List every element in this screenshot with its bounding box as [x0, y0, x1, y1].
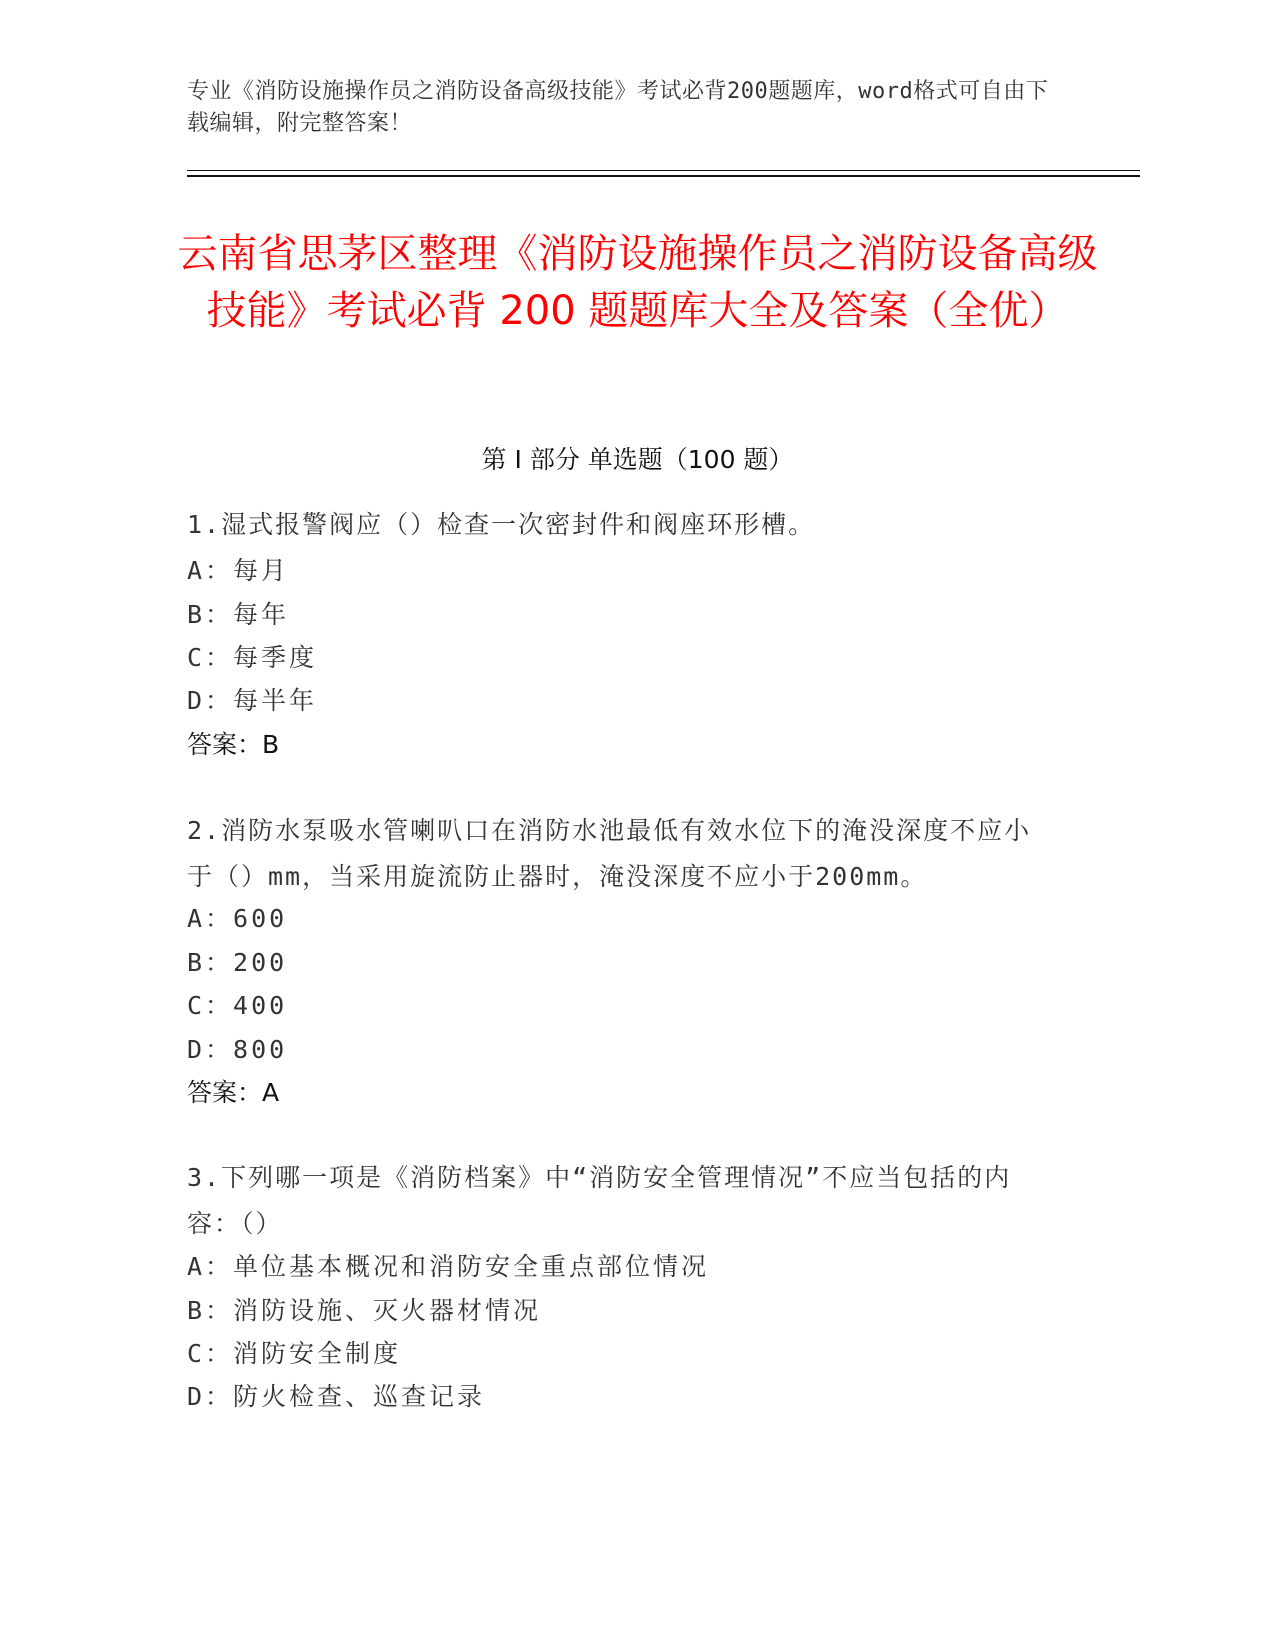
question-3-option-b: B：消防设施、灭火器材情况: [187, 1296, 542, 1325]
question-2-stem: 2.消防水泵吸水管喇叭口在消防水池最低有效水位下的淹没深度不应小于（）mm，当采用旋流防止器时，淹没深度不应小于200mm。: [187, 816, 1032, 891]
question-1-option-c: C：每季度: [187, 643, 318, 672]
question-1-option-d: D：每半年: [187, 686, 318, 715]
question-1-stem: 1.湿式报警阀应（）检查一次密封件和阀座环形槽。: [187, 510, 816, 539]
header-divider-top: [187, 170, 1140, 171]
question-3-stem: 3.下列哪一项是《消防档案》中“消防安全管理情况”不应当包括的内容：（）: [187, 1163, 1012, 1238]
section-title: 第 I 部分 单选题（100 题）: [481, 445, 794, 474]
question-2-answer: 答案：A: [187, 1078, 280, 1107]
question-1-answer: 答案：B: [187, 730, 280, 759]
header-divider-bottom: [187, 175, 1140, 177]
document-title: 云南省思茅区整理《消防设施操作员之消防设备高级技能》考试必背 200 题题库大全及答案（全优）: [177, 231, 1098, 334]
question-3-option-a: A：单位基本概况和消防安全重点部位情况: [187, 1252, 710, 1281]
question-2-option-c: C：400: [187, 991, 288, 1020]
header-note: 专业《消防设施操作员之消防设备高级技能》考试必背200题题库，word格式可自由下载编辑，附完整答案！: [187, 79, 1049, 136]
question-1-option-a: A：每月: [187, 556, 290, 585]
question-2-option-d: D：800: [187, 1035, 288, 1064]
question-2-option-a: A：600: [187, 904, 288, 933]
question-1-option-b: B：每年: [187, 600, 290, 629]
question-3-option-c: C：消防安全制度: [187, 1339, 402, 1368]
question-3-option-d: D：防火检查、巡查记录: [187, 1382, 486, 1411]
question-2-option-b: B：200: [187, 948, 288, 977]
